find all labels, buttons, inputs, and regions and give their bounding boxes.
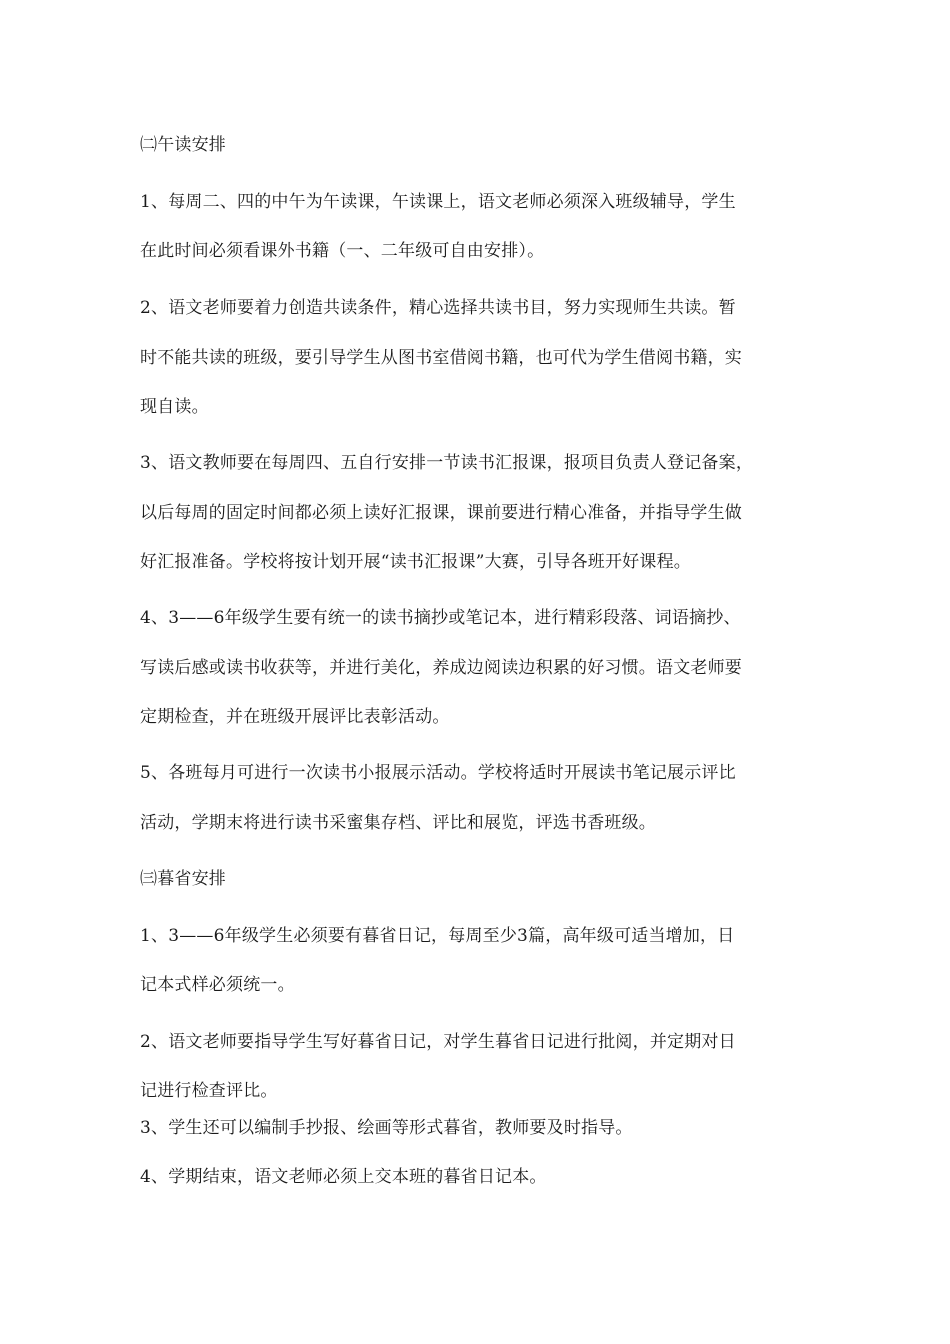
- paragraph-line: 定期检查，并在班级开展评比表彰活动。: [140, 707, 450, 727]
- paragraph-line: 3、学生还可以编制手抄报、绘画等形式暮省，教师要及时指导。: [140, 1118, 633, 1138]
- paragraph-line: 以后每周的固定时间都必须上读好汇报课，课前要进行精心准备，并指导学生做: [140, 503, 742, 523]
- paragraph-line: 5、各班每月可进行一次读书小报展示活动。学校将适时开展读书笔记展示评比: [140, 763, 736, 783]
- paragraph-line: 写读后感或读书收获等，并进行美化，养成边阅读边积累的好习惯。语文老师要: [140, 658, 742, 678]
- paragraph-line: 4、3——6年级学生要有统一的读书摘抄或笔记本，进行精彩段落、词语摘抄、: [140, 608, 741, 628]
- paragraph-line: 1、每周二、四的中午为午读课，午读课上，语文老师必须深入班级辅导，学生: [140, 192, 736, 212]
- paragraph-line: 4、学期结束，语文老师必须上交本班的暮省日记本。: [140, 1167, 547, 1187]
- paragraph-line: 活动，学期末将进行读书采蜜集存档、评比和展览，评选书香班级。: [140, 813, 656, 833]
- paragraph-line: 现自读。: [140, 397, 209, 417]
- paragraph-line: 记本式样必须统一。: [140, 975, 295, 995]
- paragraph-line: 好汇报准备。学校将按计划开展“读书汇报课”大赛，引导各班开好课程。: [140, 552, 691, 572]
- section-heading-evening-reflection: ㈢暮省安排: [140, 869, 226, 889]
- paragraph-line: 3、语文教师要在每周四、五自行安排一节读书汇报课，报项目负责人登记备案，: [140, 453, 754, 473]
- paragraph-line: 在此时间必须看课外书籍（一、二年级可自由安排）。: [140, 241, 545, 261]
- paragraph-line: 记进行检查评比。: [140, 1081, 278, 1101]
- paragraph-line: 2、语文老师要着力创造共读条件，精心选择共读书目，努力实现师生共读。暂: [140, 298, 736, 318]
- paragraph-line: 1、3——6年级学生必须要有暮省日记，每周至少3篇，高年级可适当增加，日: [140, 926, 735, 946]
- paragraph-line: 2、语文老师要指导学生写好暮省日记，对学生暮省日记进行批阅，并定期对日: [140, 1032, 736, 1052]
- section-heading-noon-reading: ㈡午读安排: [140, 135, 226, 155]
- paragraph-line: 时不能共读的班级，要引导学生从图书室借阅书籍，也可代为学生借阅书籍，实: [140, 348, 742, 368]
